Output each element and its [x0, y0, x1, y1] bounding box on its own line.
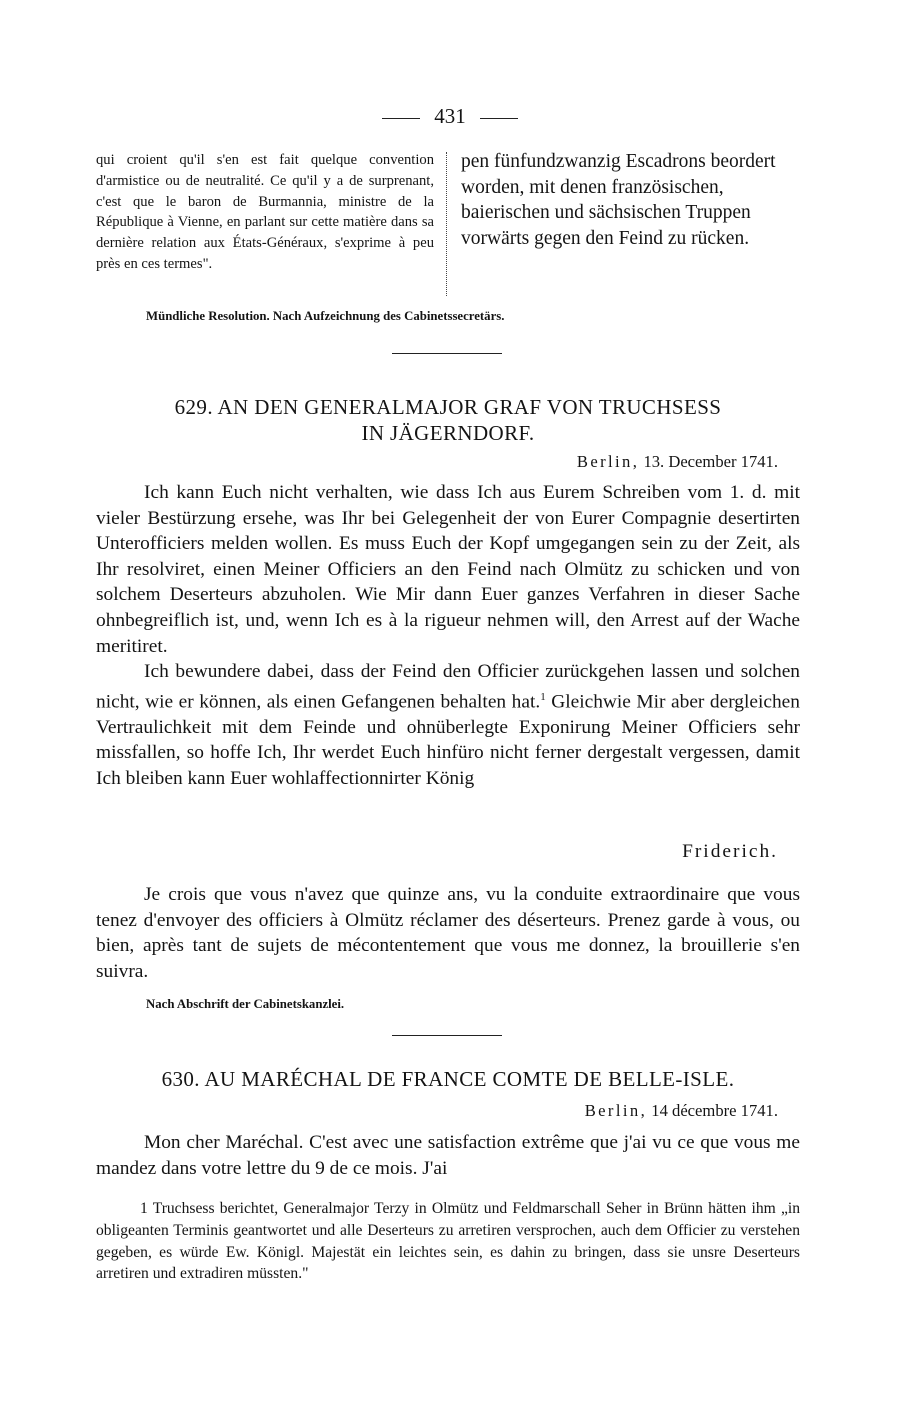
section-divider	[392, 1035, 502, 1036]
letter-629-body	[96, 480, 800, 792]
page-header	[0, 104, 900, 129]
column-separator	[446, 152, 447, 296]
letter-630-heading: 630. AU MARÉCHAL DE FRANCE COMTE DE BELLE-ISLE.	[161, 1067, 735, 1091]
prev-letter-left-column: qui croient qu'il s'en est fait quelque convention d'armistice ou de neutralité. Ce qu'il y a de surprenant, c'est que le baron de Burmannia, ministre de la République à Vienne, en parlant sur cette matière dans sa dernière relation aux États-Généraux, s'exprime à peu près en ces termes".	[96, 152, 434, 272]
letter-629-heading-line2: IN JÄGERNDORF.	[361, 421, 535, 445]
header-dash-left	[382, 118, 420, 119]
letter-629-french-text	[96, 882, 800, 984]
letter-629-source-note: Nach Abschrift der Cabinetskanzlei.	[146, 997, 345, 1011]
letter-630-paragraph-1: Mon cher Maréchal. C'est avec une satisfaction extrême que j'ai vu ce que vous me mandez dans votre lettre du 9 de ce mois. J'ai	[96, 1132, 800, 1179]
letter-629-heading	[96, 394, 800, 446]
footnote-reference: 1	[540, 690, 546, 703]
letter-630-body	[96, 1130, 800, 1181]
letter-629-dateline	[577, 452, 778, 472]
letter-629-signature: Friderich.	[682, 841, 778, 862]
letter-629-paragraph-2	[96, 659, 800, 791]
letter-630-dateline	[585, 1101, 778, 1121]
letter-630-date-place: Berlin,	[584, 1101, 648, 1120]
letter-629-heading-line1: 629. AN DEN GENERALMAJOR GRAF VON TRUCHSESS	[174, 395, 722, 419]
letter-630-date: 14 décembre 1741.	[647, 1101, 778, 1120]
footnote-1	[96, 1198, 800, 1285]
footnote	[96, 1198, 800, 1285]
section-divider	[392, 353, 502, 354]
prev-letter-right-column: pen fünfundzwanzig Escadrons beordert worden, mit denen französischen, baierischen und sächsischen Truppen vorwärts gegen den Feind zu rücken.	[461, 151, 776, 249]
footnote-marker: 1	[140, 1200, 148, 1217]
footnote-text: Truchsess berichtet, Generalmajor Terzy in Olmütz und Feldmarschall Seher in Brünn hätten ihm „in obligeanten Terminis geantwortet und alle Deserteurs zu arretiren versprochen, auch dem Officier zu verstehen gegeben, es würde Ew. Königl. Majestät ein leichtes sein, es dahin zu bringen, dass sie unsre Deserteurs arretiren und extradiren müssten."	[96, 1200, 800, 1283]
paragraph-2-text-b: Gleichwie Mir aber dergleichen Vertraulichkeit mit dem Feinde und ohnüberlegte Exponirung Meiner Officiers sehr missfallen, so hoffe Ich, Ihr werdet Euch hinfüro nicht ferner dergestalt vergessen, damit Ich bleiben kann Euer wohlaffectionnirter König	[96, 691, 800, 789]
prev-letter-source-note: Mündliche Resolution. Nach Aufzeichnung des Cabinetssecretärs.	[146, 309, 505, 323]
page-number: 431	[434, 104, 466, 128]
letter-629-paragraph-1: Ich kann Euch nicht verhalten, wie dass Ich aus Eurem Schreiben vom 1. d. mit vieler Bestürzung ersehe, was Ihr bei Gelegenheit der von Eurer Compagnie desertirten Unterofficiers melden wollen. Es muss Euch der Kopf umgegangen sein zu der Zeit, als Ihr resolviret, einen Meiner Officiers an den Feind nach Olmütz zu schicken und von solchem Deserteurs abzuholen. Wie Mir dann Euer ganzes Verfahren in dieser Sache ohnbegreiflich ist, und, wenn Ich es à la rigueur nehmen will, den Arrest auf der Wache meritiret.	[96, 482, 800, 657]
paragraph-2-text-a: Ich bewundere dabei, dass der Feind den Officier zurückgehen lassen und solchen nicht, wie er können, als einen Gefangenen behalten hat.	[96, 661, 800, 713]
letter-629-date-place: Berlin,	[576, 452, 640, 471]
letter-629-french-paragraph: Je crois que vous n'avez que quinze ans, vu la conduite extraordinaire que vous tenez d'envoyer des officiers à Olmütz réclamer des déserteurs. Prenez garde à vous, ou bien, après tant de sujets de mécontentement que vous me donnez, la brouillerie s'en suivra.	[96, 884, 800, 982]
header-dash-right	[480, 118, 518, 119]
letter-629-date: 13. December 1741.	[639, 452, 778, 471]
